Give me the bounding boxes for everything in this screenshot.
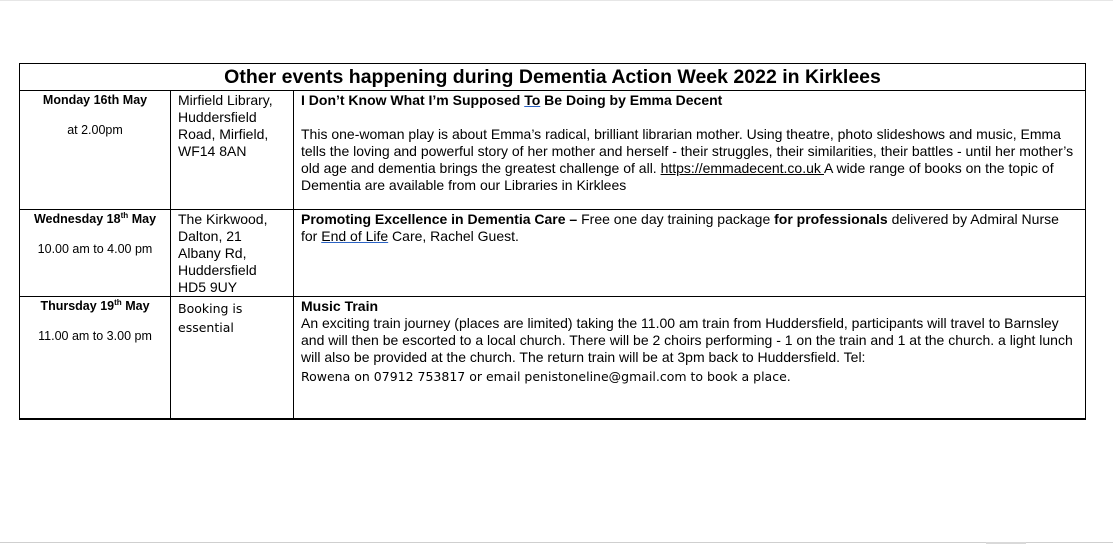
event-day: [22, 298, 168, 315]
top-rule: [0, 0, 1113, 1]
event-description: An exciting train journey (places are limited) taking the 11.00 am train from Huddersfield, participants will travel to Barnsley and will then be escorted to a local church. There will be 2 choirs performing - 1 on the train and 1 at the church. a light lunch will also be provided at the church. The return train will be at 3pm back to Huddersfield. Tel:: [301, 315, 1073, 365]
event-title: [301, 92, 1079, 109]
event-title-text: I Don’t Know What I’m Supposed: [301, 92, 525, 108]
event-link[interactable]: https://emmadecent.co.uk: [660, 160, 824, 176]
scroll-mark: [986, 542, 1026, 544]
event-audience: for professionals: [774, 211, 888, 227]
table-title-row: [20, 64, 1086, 91]
description-cell: [294, 210, 1086, 297]
event-day: [22, 211, 168, 228]
date-cell: [20, 297, 171, 419]
event-title: Promoting Excellence in Dementia Care –: [301, 211, 578, 227]
event-time: at 2.00pm: [67, 123, 123, 137]
description-cell: [294, 297, 1086, 419]
event-day-suffix: th: [120, 210, 129, 220]
table-row: [20, 210, 1086, 297]
event-day-suffix: th: [114, 297, 122, 307]
event-day-month: May: [128, 212, 157, 226]
event-contact: Rowena on 07912 753817 or email penistoneline@gmail.com to book a place.: [301, 369, 791, 384]
event-description-text: Free one day training package: [577, 211, 775, 227]
event-description-text-3: Care, Rachel Guest.: [388, 228, 519, 244]
event-day-text: Thursday 19: [40, 299, 115, 313]
event-description-text-end: A wide range of books on the topic of Dementia are available from our Libraries in Kirklees: [301, 160, 1054, 193]
location-cell: The Kirkwood, Dalton, 21 Albany Rd, Huddersfield HD5 9UY: [171, 210, 294, 297]
event-day: Monday 16th May: [42, 93, 148, 107]
event-description: [301, 211, 1059, 244]
event-time: 11.00 am to 3.00 pm: [38, 329, 152, 343]
location-cell: Booking is essential: [171, 297, 294, 419]
bottom-rule: [0, 542, 1113, 543]
event-time: 10.00 am to 4.00 pm: [37, 242, 153, 256]
event-description-text-2: delivered by Admiral Nurse for: [301, 211, 1059, 244]
event-title-underlined: To: [524, 92, 541, 108]
event-description: [301, 126, 1079, 194]
event-day-month: May: [121, 299, 150, 313]
table-title: Other events happening during Dementia Action Week 2022 in Kirklees: [20, 64, 1086, 91]
event-description-underlined: End of Life: [321, 228, 389, 244]
date-cell: [20, 91, 171, 210]
location-cell: Mirfield Library, Huddersfield Road, Mirfield, WF14 8AN: [171, 91, 294, 210]
table-row: [20, 297, 1086, 419]
description-cell: [294, 91, 1086, 210]
date-cell: [20, 210, 171, 297]
event-title: Music Train: [301, 298, 379, 314]
event-description-text: This one-woman play is about Emma’s radical, brilliant librarian mother. Using theatre, photo slideshows and music, Emma tells the loving and powerful story of her mother and herself - their struggles, their similarities, their battles - until her mother’s old age and dementia brings the greatest challenge of all.: [301, 126, 1074, 176]
table-row: [20, 91, 1086, 210]
events-table: [19, 63, 1086, 420]
event-title-text-end: Be Doing by Emma Decent: [540, 92, 723, 108]
event-day-text: Wednesday 18: [33, 212, 121, 226]
